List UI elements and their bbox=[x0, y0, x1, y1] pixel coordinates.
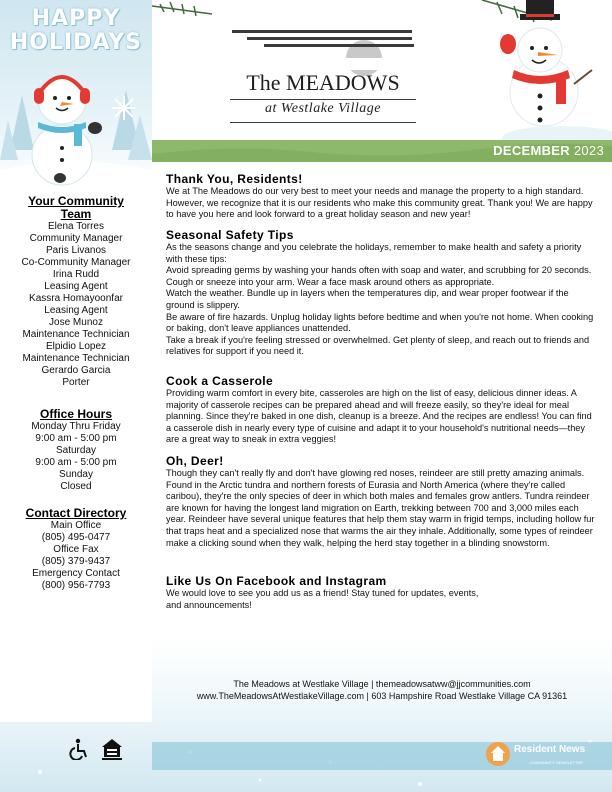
article-safety-tips bbox=[166, 228, 596, 358]
team-heading-line-2: Team bbox=[60, 207, 92, 221]
contact-line: (800) 956-7793 bbox=[41, 580, 111, 591]
article-body bbox=[166, 468, 596, 549]
snowflake-icon bbox=[110, 94, 138, 122]
hours-line: Sunday bbox=[59, 469, 93, 480]
contact-line: (805) 495-0477 bbox=[41, 532, 111, 543]
article-title: Like Us On Facebook and Instagram bbox=[166, 574, 387, 588]
article-social-media bbox=[166, 574, 596, 611]
equal-housing-opportunity-icon bbox=[100, 737, 124, 761]
team-line: Porter bbox=[62, 377, 90, 388]
footer-address-line: www.TheMeadowsAtWestlakeVillage.com | 603 Hampshire Road Westlake Village CA 91361 bbox=[196, 691, 568, 701]
article-body bbox=[166, 242, 596, 358]
article-thank-you bbox=[166, 172, 596, 221]
article-body bbox=[166, 588, 596, 611]
contact-directory-heading: Contact Directory bbox=[25, 506, 127, 520]
contact-line: Office Fax bbox=[53, 544, 99, 555]
hours-line: Saturday bbox=[55, 445, 97, 456]
article-title: Cook a Casserole bbox=[166, 374, 274, 388]
team-line: Community Manager bbox=[29, 233, 123, 244]
wheelchair-accessible-icon bbox=[68, 738, 90, 760]
article-oh-deer bbox=[166, 454, 596, 549]
team-line: Co-Community Manager bbox=[21, 257, 131, 268]
team-line: Elena Torres bbox=[48, 221, 104, 232]
office-hours-heading: Office Hours bbox=[39, 407, 112, 421]
hours-line: 9:00 am - 5:00 pm bbox=[35, 433, 117, 444]
team-line: Elpidio Lopez bbox=[45, 341, 107, 352]
article-title: Thank You, Residents! bbox=[166, 172, 303, 186]
team-line: Leasing Agent bbox=[44, 281, 108, 292]
issue-month: DECEMBER bbox=[493, 143, 570, 158]
issue-date bbox=[493, 143, 604, 158]
article-title: Seasonal Safety Tips bbox=[166, 228, 294, 242]
article-paragraph: Be aware of fire hazards. Unplug holiday lights before bedtime and when you're not home. When cooking or baking, don't leave appliances unattended. bbox=[166, 311, 594, 334]
footer-contact-line: The Meadows at Westlake Village | themeadowsatww@jjcommunities.com bbox=[233, 679, 531, 689]
banner-line-1: HAPPY bbox=[31, 6, 121, 31]
hours-line: Closed bbox=[60, 481, 92, 492]
team-line: Paris Livanos bbox=[45, 245, 107, 256]
sidebar bbox=[0, 0, 152, 792]
team-line: Maintenance Technician bbox=[22, 329, 130, 340]
hours-line: 9:00 am - 5:00 pm bbox=[35, 457, 117, 468]
article-paragraph: Watch the weather. Bundle up in layers when the temperatures dip, and wear proper footwear if the ground is slippery. bbox=[166, 288, 569, 310]
article-paragraph: and announcements! bbox=[166, 599, 252, 610]
newsletter-body bbox=[152, 162, 612, 722]
contact-line: (805) 379-9437 bbox=[41, 556, 111, 567]
office-hours-section bbox=[0, 408, 152, 493]
team-line: Jose Munoz bbox=[49, 317, 103, 328]
logo-subtitle: at Westlake Village bbox=[264, 101, 382, 116]
article-casserole bbox=[166, 374, 596, 446]
resident-news-tagline: COMMUNITY NEWSLETTER bbox=[530, 760, 584, 765]
holiday-banner-title bbox=[0, 8, 152, 54]
contact-directory-section bbox=[0, 507, 152, 592]
article-paragraph: Avoid spreading germs by washing your hands often with soap and water, and scrubbing for 20 seconds. Cough or sneeze into your arm. Wear a face mask around others as appropriate. bbox=[166, 265, 592, 287]
pine-branch-icon bbox=[152, 0, 552, 22]
team-line: Gerardo Garcia bbox=[41, 365, 111, 376]
article-body bbox=[166, 388, 596, 446]
team-line: Maintenance Technician bbox=[22, 353, 130, 364]
resident-news-brand: Resident News bbox=[514, 744, 586, 755]
article-paragraph: As the seasons change and you celebrate the holidays, remember to make health and safety a priority with these tips: bbox=[166, 242, 582, 264]
team-line: Leasing Agent bbox=[44, 305, 108, 316]
issue-year: 2023 bbox=[573, 143, 604, 158]
contact-line: Main Office bbox=[50, 520, 102, 531]
resident-news-logo-icon bbox=[484, 740, 512, 768]
team-line: Irina Rudd bbox=[52, 269, 100, 280]
team-heading-line-1: Your Community bbox=[28, 194, 124, 208]
month-bar bbox=[152, 140, 612, 162]
article-paragraph: Take a break if you're feeling stressed or overwhelmed. Get plenty of sleep, and reach out to friends and relatives for support if you need it. bbox=[166, 334, 590, 357]
article-title: Oh, Deer! bbox=[166, 454, 224, 468]
article-paragraph: Providing warm comfort in every bite, casseroles are high on the list of easy, delicious dinner ideas. A majority of casserole recipes can be prepared ahead and will freeze easily, so they're ideal for meal planning. Since they're baked in one dish, cleanup is a breeze. And the recipes are endless! You can find a casserole dish in nearly every type of cuisine and adapt it to your household's nutritional needs—they are a great way to sneak in extra veggies! bbox=[166, 388, 592, 445]
logo-title: The MEADOWS bbox=[246, 70, 400, 95]
article-body bbox=[166, 186, 596, 221]
article-paragraph: We at The Meadows do our very best to meet your needs and manage the property to a high standard. However, we recognize that it is our residents who make this community great. Thank you! We are happy to have you here and look forward to a great holiday season and new year! bbox=[166, 186, 593, 220]
hours-line: Monday Thru Friday bbox=[31, 421, 121, 432]
banner-line-2: HOLIDAYS bbox=[9, 30, 143, 55]
article-paragraph: Though they can't really fly and don't have glowing red noses, reindeer are still pretty amazing animals. Found in the Arctic tundra and northern forests of Eurasia and North America (where they're called caribou), they're the only species of deer in which both males and females grow antlers. Tundra reindeer are known for having the longest land migration on Earth, trekking between 700 and 3,000 miles each year. Reindeer have several unique features that help them stay warm in frigid temps, including hollow fur that traps heat and a specialized nose that warms the air they inhale. Additionally, some types of reindeer make a clicking sound when they walk, helping the herd stay together in a blinding snowstorm. bbox=[166, 468, 595, 548]
community-footer bbox=[152, 678, 612, 702]
team-line: Kassra Homayoonfar bbox=[29, 293, 123, 304]
article-paragraph: We would love to see you add us as a friend! Stay tuned for updates, events, bbox=[166, 588, 479, 598]
contact-line: Emergency Contact bbox=[32, 568, 120, 579]
holiday-banner bbox=[0, 0, 152, 192]
newsletter-header bbox=[152, 0, 612, 140]
community-team-section bbox=[0, 195, 152, 389]
